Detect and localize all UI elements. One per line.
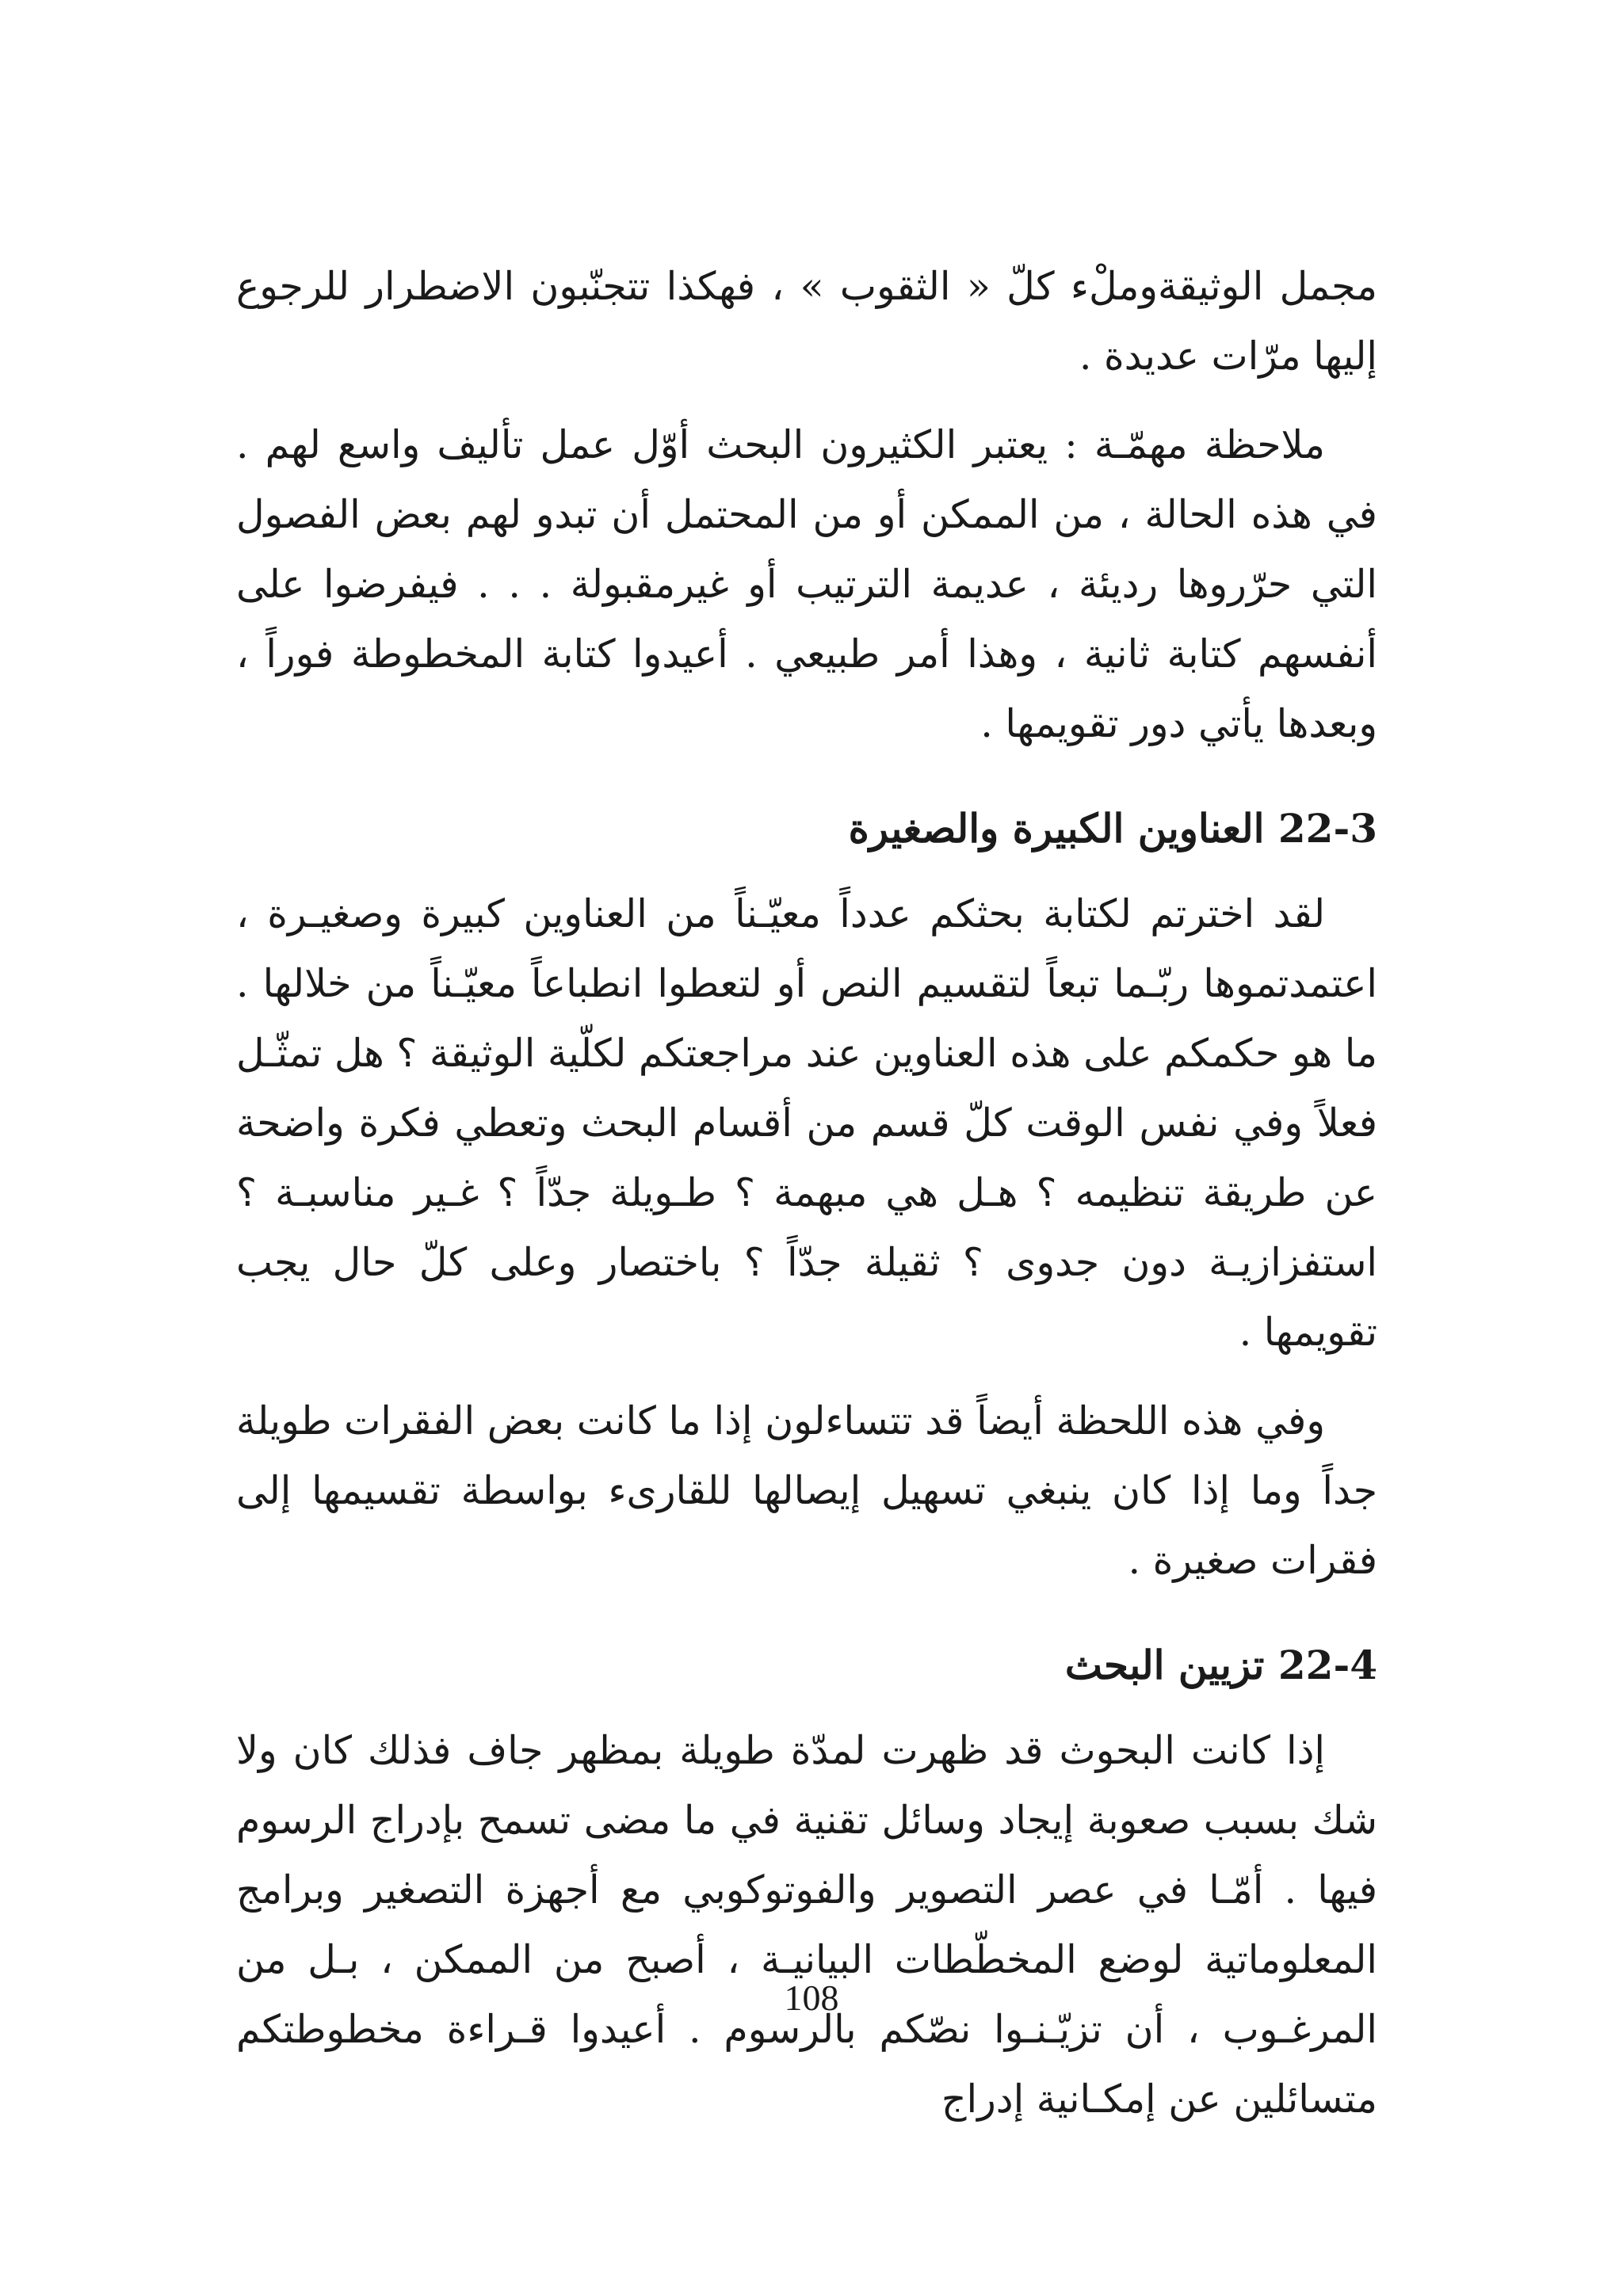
paragraph-continuation: مجمل الوثيقةوملْء كلّ « الثقوب » ، فهكذا تتجنّبون الاضطرار للرجوع إليها مرّات عديدة . [236, 264, 1377, 379]
page-body [236, 252, 1377, 2134]
paragraph-decoration-1: إذا كانت البحوث قد ظهرت لمدّة طويلة بمظهر جاف فذلك كان ولا شك بسبب صعوبة إيجاد وسائل تقنية في ما مضى تسمح بإدراج الرسوم فيها . أمّـا في عصر التصوير والفوتوكوبي مع أجهزة التصغير وبرامج المعلوماتية لوضع المخطّطات البيانيـة ، أصبح من الممكن ، بـل من المرغـوب ، أن تزيّـنـوا نصّكم بالرسوم . أعيدوا قـراءة مخطوطتكم متسائلين عن إمكـانية إدراج [236, 1728, 1377, 2122]
section-heading-titles: 22-3 العناوين الكبيرة والصغيرة [848, 805, 1377, 852]
paragraph-note: ملاحظة مهمّـة : يعتبر الكثيرون البحث أوّل عمل تأليف واسع لهم . في هذه الحالة ، من الممكن أو من المحتمل أن تبدو لهم بعض الفصول التي حرّروها رديئة ، عديمة الترتيب أو غيرمقبولة . . . فيفرضوا على أنفسهم كتابة ثانية ، وهذا أمر طبيعي . أعيدوا كتابة المخطوطة فوراً ، وبعدها يأتي دور تقويمها . [236, 422, 1377, 746]
section-heading-decoration: 22-4 تزيين البحث [1064, 1642, 1377, 1688]
paragraph-titles-1: لقد اخترتم لكتابة بحثكم عدداً معيّـناً من العناوين كبيرة وصغيـرة ، اعتمدتموها ربّـما تبعاً لتقسيم النص أو لتعطوا انطباعاً معيّـناً من خلالها . ما هو حكمكم على هذه العناوين عند مراجعتكم لكلّية الوثيقة ؟ هل تمثّـل فعلاً وفي نفس الوقت كلّ قسم من أقسام البحث وتعطي فكرة واضحة عن طريقة تنظيمه ؟ هـل هي مبهمة ؟ طـويلة جدّاً ؟ غـير مناسبـة ؟ استفزازيـة دون جدوى ؟ ثقيلة جدّاً ؟ باختصار وعلى كلّ حال يجب تقويمها . [236, 891, 1377, 1355]
paragraph-titles-2: وفي هذه اللحظة أيضاً قد تتساءلون إذا ما كانت بعض الفقرات طويلة جداً وما إذا كان ينبغي تسهيل إيصالها للقارىء بواسطة تقسيمها إلى فقرات صغيرة . [236, 1398, 1377, 1583]
page-number: 108 [784, 1978, 839, 2018]
